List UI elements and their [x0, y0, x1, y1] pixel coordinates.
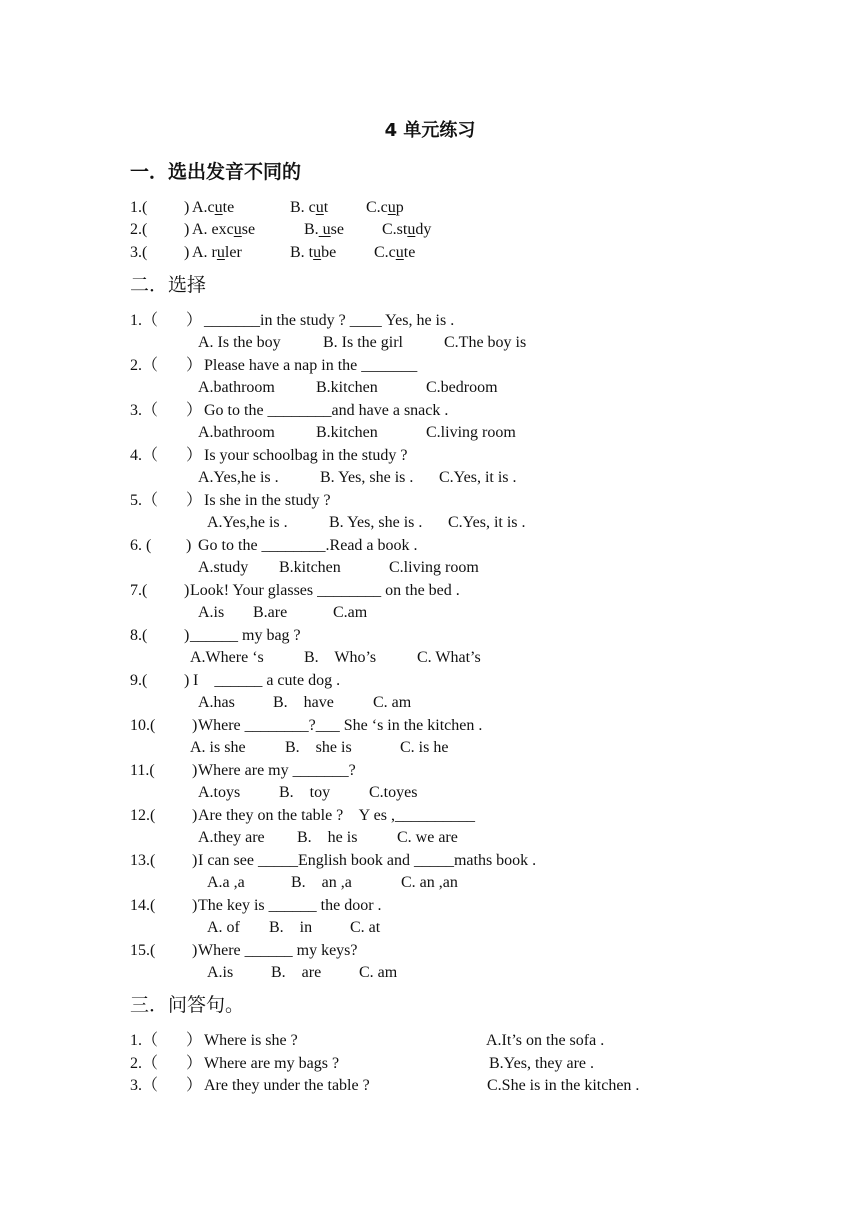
- question-text: Where are my _______?: [198, 762, 356, 779]
- answer-paren: ): [192, 897, 198, 914]
- option-a: A. is she: [190, 739, 246, 756]
- option-c: C.cute: [374, 244, 416, 261]
- answer-paren: ）: [186, 312, 203, 329]
- section3-heading: 三．问答句。: [130, 994, 245, 1016]
- option-b: B. are: [271, 964, 322, 981]
- option-b: B. in: [269, 919, 313, 936]
- question-number: 5.（: [130, 492, 159, 509]
- question-text: Where are my bags ?: [204, 1055, 340, 1072]
- answer-paren: ): [184, 672, 190, 689]
- answer-paren: ): [192, 942, 198, 959]
- answer-paren: ）: [186, 1077, 203, 1094]
- question-text: Is your schoolbag in the study ?: [204, 447, 408, 464]
- answer-paren: ): [192, 807, 198, 824]
- question-number: 1.(: [130, 199, 148, 216]
- question-number: 9.(: [130, 672, 148, 689]
- question-text: Go to the ________and have a snack .: [204, 402, 449, 419]
- option-a: A. Is the boy: [198, 334, 281, 351]
- option-c: C.Yes, it is .: [439, 469, 517, 486]
- question-text: Are they on the table ? Y es ,__________: [198, 807, 475, 824]
- option-c: C.living room: [426, 424, 516, 441]
- question-number: 12.(: [130, 807, 156, 824]
- option-b: B. Yes, she is .: [329, 514, 423, 531]
- option-c: C. we are: [397, 829, 458, 846]
- question-text: Where ________?___ She ‘s in the kitchen .: [198, 717, 483, 734]
- answer-option: B.Yes, they are .: [489, 1055, 595, 1072]
- question-number: 2.（: [130, 1055, 159, 1072]
- answer-option: A.It’s on the sofa .: [486, 1032, 605, 1049]
- option-b: B. have: [273, 694, 334, 711]
- question-number: 2.(: [130, 221, 148, 238]
- question-number: 1.（: [130, 1032, 159, 1049]
- question-text: Where ______ my keys?: [198, 942, 358, 959]
- question-number: 13.(: [130, 852, 156, 869]
- answer-paren: ): [192, 717, 198, 734]
- question-number: 3.(: [130, 244, 148, 261]
- option-a: A.Yes,he is .: [198, 469, 279, 486]
- option-c: C.bedroom: [426, 379, 498, 396]
- option-b: B. tube: [290, 244, 337, 261]
- question-number: 6. (: [130, 537, 152, 554]
- option-a: A.bathroom: [198, 424, 275, 441]
- question-number: 14.(: [130, 897, 156, 914]
- answer-paren: ）: [186, 492, 203, 509]
- option-a: A.cute: [192, 199, 235, 216]
- question-number: 3.（: [130, 1077, 159, 1094]
- question-number: 11.(: [130, 762, 155, 779]
- option-c: C.The boy is: [444, 334, 527, 351]
- question-text: Look! Your glasses ________ on the bed .: [190, 582, 460, 599]
- section1-heading: 一．选出发音不同的: [130, 161, 302, 183]
- option-b: B. use: [304, 221, 344, 238]
- question-text: _______in the study ? ____ Yes, he is .: [204, 312, 455, 329]
- answer-option: C.She is in the kitchen .: [487, 1077, 640, 1094]
- option-a: A.toys: [198, 784, 241, 801]
- option-b: B. toy: [279, 784, 331, 801]
- answer-paren: ）: [186, 1032, 203, 1049]
- option-c: C. an ,an: [401, 874, 458, 891]
- option-a: A.has: [198, 694, 235, 711]
- option-c: C. am: [373, 694, 412, 711]
- option-c: C. is he: [400, 739, 449, 756]
- option-c: C.living room: [389, 559, 479, 576]
- option-c: C. at: [350, 919, 381, 936]
- option-c: C. What’s: [417, 649, 481, 666]
- option-b: B. she is: [285, 739, 352, 756]
- question-text: The key is ______ the door .: [198, 897, 382, 914]
- option-c: C.Yes, it is .: [448, 514, 526, 531]
- answer-paren: ）: [186, 357, 203, 374]
- option-a: A.is: [207, 964, 234, 981]
- section2-heading: 二．选择: [130, 274, 207, 296]
- answer-paren: ): [186, 537, 192, 554]
- option-b: B. Is the girl: [323, 334, 403, 351]
- answer-paren: ): [184, 244, 190, 261]
- option-c: C.study: [382, 221, 432, 238]
- question-number: 1.（: [130, 312, 159, 329]
- option-a: A. of: [207, 919, 240, 936]
- option-b: B.are: [253, 604, 288, 621]
- option-c: C.toyes: [369, 784, 418, 801]
- option-b: B. cut: [290, 199, 329, 216]
- question-number: 7.(: [130, 582, 148, 599]
- question-number: 2.（: [130, 357, 159, 374]
- question-number: 3.（: [130, 402, 159, 419]
- option-b: B. he is: [297, 829, 358, 846]
- question-number: 15.(: [130, 942, 156, 959]
- answer-paren: ): [192, 852, 198, 869]
- option-a: A.they are: [198, 829, 265, 846]
- option-c: C.am: [333, 604, 368, 621]
- answer-paren: ）: [186, 1055, 203, 1072]
- option-c: C.cup: [366, 199, 404, 216]
- option-b: B. an ,a: [291, 874, 352, 891]
- answer-paren: ): [192, 762, 198, 779]
- option-c: C. am: [359, 964, 398, 981]
- option-a: A.Where ‘s: [190, 649, 264, 666]
- option-a: A.study: [198, 559, 249, 576]
- question-text: ______ my bag ?: [190, 627, 301, 644]
- answer-paren: ）: [186, 447, 203, 464]
- option-a: A. ruler: [192, 244, 242, 261]
- question-text: I can see _____English book and _____maths book .: [198, 852, 537, 869]
- question-number: 10.(: [130, 717, 156, 734]
- question-text: Are they under the table ?: [204, 1077, 370, 1094]
- answer-paren: ): [184, 627, 190, 644]
- answer-paren: ): [184, 221, 190, 238]
- option-a: A.a ,a: [207, 874, 245, 891]
- answer-paren: ): [184, 582, 190, 599]
- question-text: Is she in the study ?: [204, 492, 331, 509]
- option-a: A. excuse: [192, 221, 256, 238]
- option-b: B.kitchen: [316, 424, 378, 441]
- option-a: A.Yes,he is .: [207, 514, 288, 531]
- option-a: A.bathroom: [198, 379, 275, 396]
- page-title: 4 单元练习: [384, 120, 476, 141]
- answer-paren: ）: [186, 402, 203, 419]
- answer-paren: ): [184, 199, 190, 216]
- question-text: Go to the ________.Read a book .: [198, 537, 418, 554]
- option-b: B.kitchen: [279, 559, 341, 576]
- question-text: I ______ a cute dog .: [193, 672, 341, 689]
- question-number: 4.（: [130, 447, 159, 464]
- option-b: B. Yes, she is .: [320, 469, 414, 486]
- question-text: Please have a nap in the _______: [204, 357, 418, 374]
- question-text: Where is she ?: [204, 1032, 298, 1049]
- option-a: A.is: [198, 604, 225, 621]
- question-number: 8.(: [130, 627, 148, 644]
- option-b: B.kitchen: [316, 379, 378, 396]
- option-b: B. Who’s: [304, 649, 377, 666]
